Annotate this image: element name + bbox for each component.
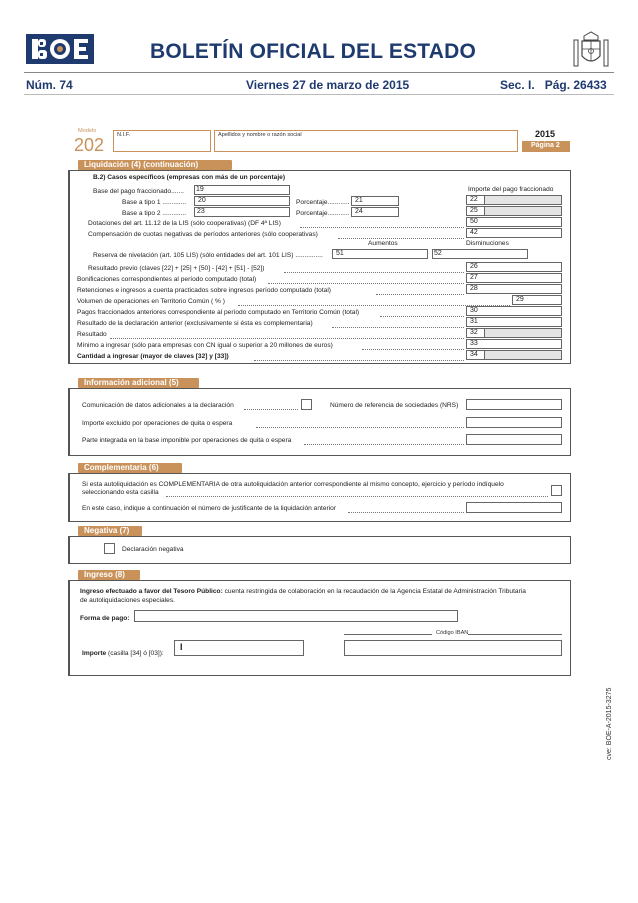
justificante-field[interactable]: [466, 502, 562, 513]
dots: [254, 360, 464, 361]
key-34: 34: [470, 351, 478, 358]
key-30: 30: [470, 307, 478, 314]
complementaria-text1: Si esta autoliquidación es COMPLEMENTARIA de otra autoliquidación anterior correspondiente al mismo concepto, ejercicio y período indíquelo: [82, 481, 504, 488]
pct2-label: Porcentaje............: [296, 210, 350, 217]
key-25: 25: [470, 207, 478, 214]
importe-mark: I: [180, 642, 183, 652]
base2-label: Base a tipo 2 .............: [122, 210, 187, 217]
comunicacion-checkbox[interactable]: [301, 399, 312, 410]
cantidad-label: Cantidad a ingresar (mayor de claves [32] y [33]): [77, 353, 229, 360]
resultado-ant-label: Resultado de la declaración anterior (exclusivamente si ésta es complementaria): [77, 320, 313, 327]
boe-logo: [26, 34, 94, 64]
key-19: 19: [196, 186, 204, 193]
key-24: 24: [355, 208, 363, 215]
key-33: 33: [470, 340, 478, 347]
field-28[interactable]: [466, 284, 562, 294]
field-27[interactable]: [466, 273, 562, 283]
nif-label: N.I.F.: [117, 132, 131, 138]
cve-code: cve: BOE-A-2015-3275: [606, 687, 613, 760]
field-51[interactable]: [332, 249, 428, 259]
iban-field[interactable]: [344, 640, 562, 656]
importe-bold: Importe: [82, 650, 107, 657]
forma-pago-label: Forma de pago:: [80, 615, 130, 622]
liq-subtitle: B.2) Casos específicos (empresas con más de un porcentaje): [93, 174, 286, 181]
ingreso-rest: cuenta restringida de colaboración en la recaudación de la Agencia Estatal de Administración Tributaria: [224, 588, 526, 595]
field-25-value: [484, 206, 562, 216]
importe-excluido-label: Importe excluido por operaciones de quita o espera: [82, 420, 233, 427]
iban-rule-right: [468, 634, 562, 635]
ingreso-text2: de autoliquidaciones especiales.: [80, 597, 175, 604]
dotaciones-label: Dotaciones del art. 11.12 de la LIS (sólo cooperativas) (DF 4ª LIS): [88, 220, 281, 227]
retenciones-label: Retenciones e ingresos a cuenta practicados sobre ingresos período computado (total): [77, 287, 332, 294]
comunicacion-label: Comunicación de datos adicionales a la declaración: [82, 402, 234, 409]
key-31: 31: [470, 318, 478, 325]
bonificaciones-label: Bonificaciones correspondientes al período computado (total): [77, 276, 257, 283]
field-19[interactable]: [194, 185, 290, 195]
negativa-label: Declaración negativa: [122, 546, 184, 553]
modelo-label: Modelo: [78, 128, 97, 134]
field-23[interactable]: [194, 207, 290, 217]
form-page-label: Página 2: [531, 142, 560, 149]
volumen-label: Volumen de operaciones en Territorio Común ( % ): [77, 298, 225, 305]
complementaria-text3: En este caso, indique a continuación el número de justificante de la liquidación anterior: [82, 505, 337, 512]
reserva-label: Reserva de nivelación (art. 105 LIS) (sólo entidades del art. 101 LIS) ...............: [93, 252, 323, 259]
dots: [362, 349, 464, 350]
field-42[interactable]: [466, 228, 562, 238]
field-30[interactable]: [466, 306, 562, 316]
iban-rule: [344, 634, 432, 635]
base1-label: Base a tipo 1 .............: [122, 199, 187, 206]
dots: [300, 227, 464, 228]
ingreso-bold: Ingreso efectuado a favor del Tesoro Público:: [80, 588, 223, 595]
nrs-field[interactable]: [466, 399, 562, 410]
coat-of-arms-icon: [572, 30, 610, 72]
key-51: 51: [336, 250, 344, 257]
field-31[interactable]: [466, 317, 562, 327]
name-label: Apellidos y nombre o razón social: [218, 132, 302, 138]
issue-number: Núm. 74: [26, 78, 73, 92]
key-28: 28: [470, 285, 478, 292]
iban-label: Código IBAN: [436, 630, 469, 636]
field-52[interactable]: [432, 249, 528, 259]
negativa-checkbox[interactable]: [104, 543, 115, 554]
tab-complementaria: Complementaria (6): [78, 463, 182, 473]
key-26: 26: [470, 263, 478, 270]
key-50: 50: [470, 218, 478, 225]
key-52: 52: [434, 250, 442, 257]
gazette-title: BOLETÍN OFICIAL DEL ESTADO: [150, 40, 477, 63]
tab-liquidacion: Liquidación (4) (continuación): [78, 160, 232, 170]
tab-negativa: Negativa (7): [78, 526, 142, 536]
dots: [332, 327, 464, 328]
dots: [376, 294, 464, 295]
nrs-label: Número de referencia de sociedades (NRS): [330, 402, 459, 409]
dots: [244, 409, 298, 410]
key-21: 21: [355, 197, 363, 204]
complementaria-text2: seleccionando esta casilla: [82, 489, 159, 496]
key-20: 20: [198, 197, 206, 204]
importe-label: [82, 650, 164, 657]
field-22-value: [484, 195, 562, 205]
header-rule-2: [24, 94, 614, 95]
resultado-label: Resultado: [77, 331, 107, 338]
modelo-number: 202: [74, 135, 105, 155]
parte-field[interactable]: [466, 434, 562, 445]
section-page: Sec. I. Pág. 26433: [500, 78, 607, 92]
key-27: 27: [470, 274, 478, 281]
key-32: 32: [470, 329, 478, 336]
dots: [284, 272, 464, 273]
dots: [268, 283, 464, 284]
dots: [380, 316, 464, 317]
field-20[interactable]: [194, 196, 290, 206]
importe-field[interactable]: [174, 640, 304, 656]
importe-excluido-field[interactable]: [466, 417, 562, 428]
field-26[interactable]: [466, 262, 562, 272]
key-23: 23: [197, 208, 205, 215]
header-rule: [24, 72, 614, 73]
pct1-label: Porcentaje............: [296, 199, 350, 206]
compensacion-label: Compensación de cuotas negativas de períodos anteriores (sólo cooperativas): [88, 231, 318, 238]
dots: [304, 444, 464, 445]
key-22: 22: [470, 196, 478, 203]
aumentos-label: Aumentos: [368, 240, 398, 247]
field-50[interactable]: [466, 217, 562, 227]
dots: [256, 427, 464, 428]
key-42: 42: [470, 229, 478, 236]
field-32-value: [484, 328, 562, 338]
base-label: Base del pago fraccionado.......: [93, 188, 184, 195]
key-29: 29: [516, 296, 524, 303]
forma-pago-field[interactable]: [134, 610, 458, 622]
tab-ingreso: Ingreso (8): [78, 570, 140, 580]
importe-header: Importe del pago fraccionado: [468, 186, 554, 193]
tab-informacion: Información adicional (5): [78, 378, 199, 388]
importe-rest: (casilla [34] ó [03]):: [108, 650, 164, 657]
field-33[interactable]: [466, 339, 562, 349]
disminuciones-label: Disminuciones: [466, 240, 509, 247]
dots: [110, 338, 464, 339]
res-previo-label: Resultado previo (claves [22] + [25] + [50] - [42] + [51] - [52]): [88, 265, 265, 272]
complementaria-checkbox[interactable]: [551, 485, 562, 496]
dots: [348, 512, 464, 513]
pagos-label: Pagos fraccionados anteriores correspondiente al período computado en Territorio Común (total): [77, 309, 360, 316]
dots: [338, 238, 464, 239]
minimo-label: Mínimo a ingresar (sólo para empresas con CN igual o superior a 20 millones de euros): [77, 342, 333, 349]
form-year: 2015: [535, 129, 556, 139]
parte-label: Parte integrada en la base imponible por operaciones de quita o espera: [82, 437, 292, 444]
field-34-value: [484, 350, 562, 360]
ingreso-text: [80, 588, 526, 595]
issue-date: Viernes 27 de marzo de 2015: [246, 78, 410, 92]
dots: [166, 496, 548, 497]
